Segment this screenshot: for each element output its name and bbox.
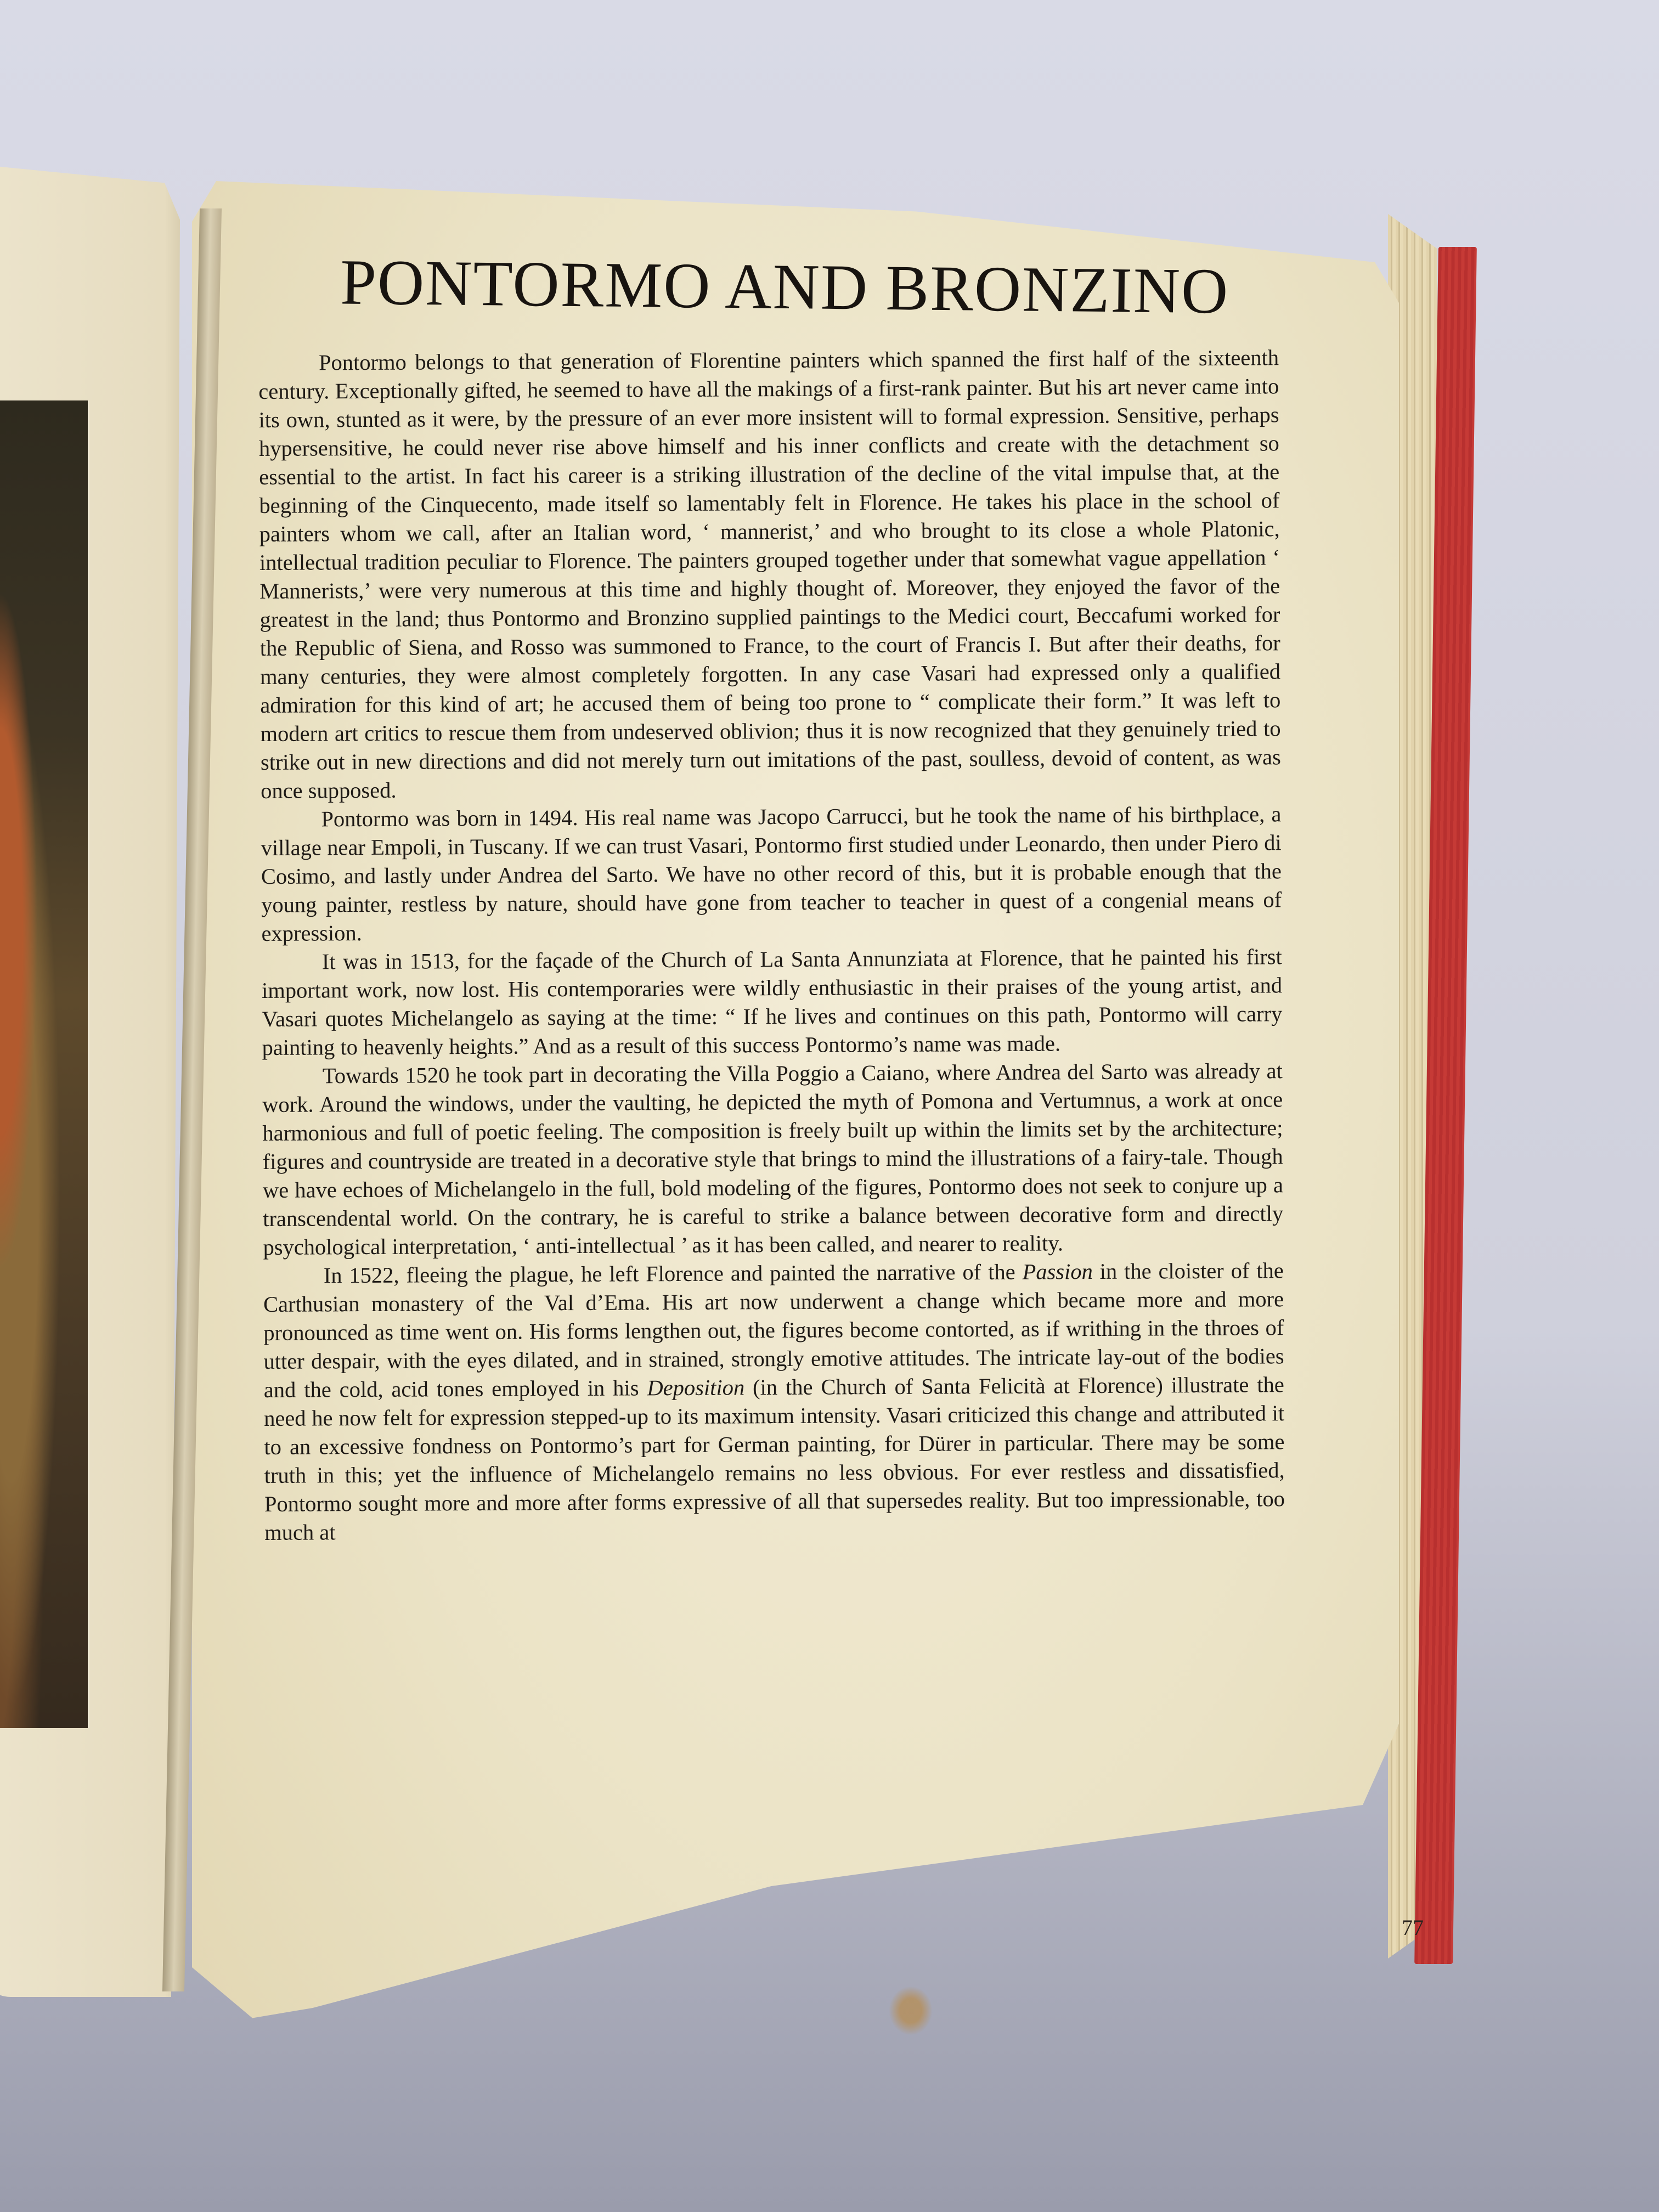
paragraph-5-text-c: (in the Church of Santa Felicità at Florence) illustrate the need he now felt for expression stepped-up to its maximum intensity. Vasari criticized this change and attributed it to an excessive fondness on Pontormo’s part for German painting, for Dürer in particular. There may be some truth in this; yet the influence of Michelangelo remains no less obvious. For ever restless and dissatisfied, Pontormo sought more and more after forms expressive of all that supersedes reality. But too impressionable, too much at [264,1372,1285,1545]
paragraph-3: It was in 1513, for the façade of the Church of La Santa Annunziata at Florence, that he painted his first important work, now lost. His contemporaries were wildly enthusiastic in their praises of the young artist, and Vasari quotes Michelangelo as saying at the time: “ If he lives and continues on this path, Pontormo will carry painting to heavenly heights.” And as a result of this success Pontormo’s name was made. [261,944,1283,1060]
paragraph-5-text-b: in the cloister of the Carthusian monastery of the Val d’Ema. His art now underwent a change which became more and more pronounced as time went on. His forms lengthen out, the figures become contorted, as if writhing in the throes of utter despair, with the eyes dilated, and in strained, strongly emotive attitudes. The intricate lay-out of the bodies and the cold, acid tones employed in his [263,1258,1284,1402]
italic-passion: Passion [1022,1259,1093,1284]
paragraph-2: Pontormo was born in 1494. His real name was Jacopo Carrucci, but he took the name of his birthplace, a village near Empoli, in Tuscany. If we can trust Vasari, Pontormo first studied under Leonardo, then under Piero di Cosimo, and lastly under Andrea del Sarto. We have no other record of this, but it is probable enough that the young painter, restless by nature, should have gone from teacher to teacher in quest of a congenial means of expression. [261,802,1282,946]
italic-deposition: Deposition [647,1375,745,1401]
page-number: 77 [1402,1915,1424,1940]
painting-plate [0,400,89,1728]
paper-stain [889,1986,933,2035]
article-body [258,247,1285,1547]
paragraph-4: Towards 1520 he took part in decorating the Villa Poggio a Caiano, where Andrea del Sarto was already at work. Around the windows, under the vaulting, he depicted the myth of Pomona and Vertumnus, a work at once harmonious and full of poetic feeling. The composition is freely built up within the limits set by the architecture; figures and countryside are treated in a decorative style that brings to mind the illustrations of a fairy-tale. Though we have echoes of Michelangelo in the full, bold modeling of the figures, Pontormo does not seek to conjure up a transcendental world. On the contrary, he is careful to strike a balance between decorative form and directly psychological interpretation, ‘ anti-intellectual ’ as it has been called, and nearer to reality. [262,1058,1284,1260]
chapter-title: PONTORMO AND BRONZINO [340,246,1229,328]
paragraph-5 [263,1256,1285,1547]
paragraph-1: Pontormo belongs to that generation of Florentine painters which spanned the first half of the sixteenth century. Exceptionally gifted, he seemed to have all the makings of a first-rank painter. But his art never came into its own, stunted as it were, by the pressure of an ever more insistent will to formal expression. Sensitive, perhaps hypersensitive, he could never rise above himself and his inner conflicts and create with the detachment so essential to the artist. In fact his career is a striking illustration of the decline of the vital impulse that, at the beginning of the Cinquecento, made itself so lamentably felt in Florence. He takes his place in the school of painters whom we call, after an Italian word, ‘ mannerist,’ and who brought to its close a whole Platonic, intellectual tradition peculiar to Florence. The painters grouped together under that somewhat vague appellation ‘ Mannerists,’ were very numerous at this time and highly thought of. Moreover, they enjoyed the favor of the greatest in the land; thus Pontormo and Bronzino supplied paintings to the Medici court, Beccafumi worked for the Republic of Siena, and Rosso was summoned to France, to the court of Francis I. But after their deaths, for many centuries, they were almost completely forgotten. In any case Vasari had expressed only a qualified admiration for this kind of art; he accused them of being too prone to “ complicate their form.” It was left to modern art critics to rescue them from undeserved oblivion; thus it is now recognized that they genuinely tried to strike out in new directions and did not merely turn out imitations of the past, soulless, devoid of content, as was once supposed. [258,345,1281,803]
paragraph-5-text-a: In 1522, fleeing the plague, he left Florence and painted the narrative of the [323,1259,1023,1288]
